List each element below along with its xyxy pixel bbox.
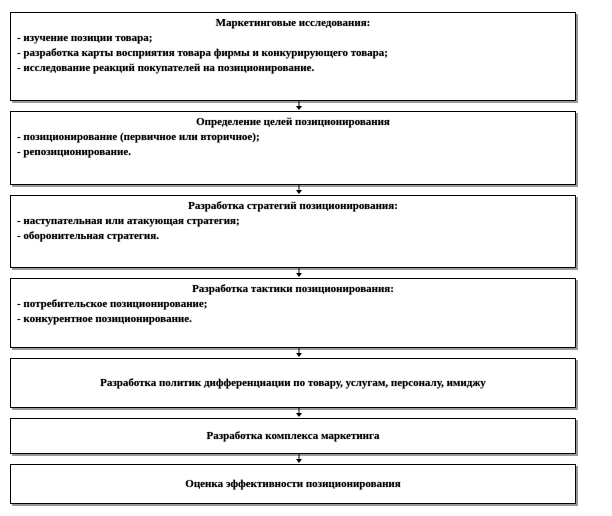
step-item: - потребительское позиционирование; — [17, 298, 208, 310]
step-item: - изучение позиции товара; — [17, 32, 153, 44]
down-arrow-icon — [293, 454, 305, 464]
step-item: - наступательная или атакующая стратегия; — [17, 215, 240, 227]
flow-step-strategy — [10, 195, 576, 268]
step-title: Разработка стратегий позиционирования: — [188, 200, 398, 212]
step-item: - конкурентное позиционирование. — [17, 313, 192, 325]
step-item: - исследование реакций покупателей на позиционирование. — [17, 62, 315, 74]
down-arrow-icon — [293, 408, 305, 418]
step-title: Определение целей позиционирования — [196, 116, 390, 128]
step-title: Маркетинговые исследования: — [215, 17, 371, 29]
step-item: - позиционирование (первичное или вторичное); — [17, 131, 260, 143]
flow-step-differentiation — [10, 358, 576, 408]
step-title: Разработка комплекса маркетинга — [206, 430, 380, 442]
flow-step-evaluation — [10, 464, 576, 504]
down-arrow-icon — [293, 268, 305, 278]
step-item: - репозиционирование. — [17, 146, 131, 158]
step-item: - оборонительная стратегия. — [17, 230, 159, 242]
down-arrow-icon — [293, 348, 305, 358]
flow-step-marketing-mix — [10, 418, 576, 454]
down-arrow-icon — [293, 185, 305, 195]
step-item: - разработка карты восприятия товара фирмы и конкурирующего товара; — [17, 47, 388, 59]
step-title: Оценка эффективности позиционирования — [185, 478, 401, 490]
down-arrow-icon — [293, 101, 305, 111]
flow-step-market-research — [10, 12, 576, 101]
step-title: Разработка тактики позиционирования: — [192, 283, 394, 295]
flow-step-goals — [10, 111, 576, 185]
flow-step-tactics — [10, 278, 576, 348]
step-title: Разработка политик дифференциации по товару, услугам, персоналу, имиджу — [100, 377, 486, 389]
